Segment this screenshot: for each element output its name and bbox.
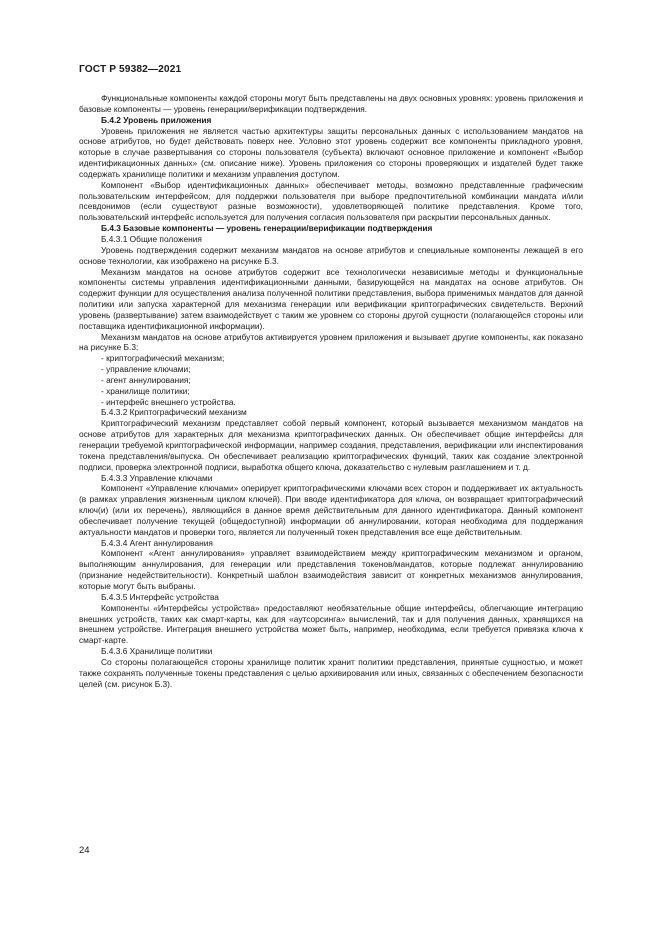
list-item: - интерфейс внешнего устройства.: [101, 396, 236, 407]
heading-b4-3-3: Б.4.3.3 Управление ключами: [101, 472, 213, 483]
list-item: - хранилище политики;: [101, 385, 190, 396]
paragraph-b4-2-2: Компонент «Выбор идентификационных данных» обеспечивает методы, возможно представленные графическим пользовательским интерфейсом, для поддержки пользователя при выборе предпочтительной комбинации мандата и/или псевдонимов (если существуют разные возможности), удовлетворяющей политике представления. Кроме того, пользовательский интерфейс используется для получения согласия пользователя при раскрытии персональных данных.: [79, 179, 583, 223]
paragraph-b4-3-4: Компонент «Агент аннулирования» управляет взаимодействием между криптографическим механизмом и органом, выполняющим аннулирования, для генерации или представления токенов/мандатов, которые подлежат аннулированию (признание недействительности). Конкретный шаблон взаимодействия зависит от конкретных механизмов аннулирования, которые могут быть выбраны.: [79, 548, 583, 591]
paragraph-b4-3-1-1: Уровень подтверждения содержит механизм мандатов на основе атрибутов и специальные компоненты лежащей в его основе технологии, как изображено на рисунке Б.3.: [79, 244, 583, 266]
paragraph-b4-3-5: Компоненты «Интерфейсы устройства» предоставляют необязательные общие интерфейсы, облегчающие интеграцию внешних устройств, таких как смарт-карты, как для «аутсорсинга» вычислений, так и для получения данных, хранящихся на внешнем устройстве. Интеграция внешнего устройства может быть, например, необходима, если требуется привязка ключа к смарт-карте.: [79, 602, 583, 646]
heading-b4-3-2: Б.4.3.2 Криптографический механизм: [101, 407, 247, 418]
document-header: ГОСТ Р 59382—2021: [79, 64, 182, 75]
list-item: - криптографический механизм;: [101, 353, 225, 364]
heading-b4-2: Б.4.2 Уровень приложения: [101, 114, 212, 125]
page-number: 24: [79, 845, 90, 856]
list-item: - управление ключами;: [101, 364, 191, 375]
heading-b4-3-6: Б.4.3.6 Хранилище политики: [101, 646, 213, 657]
heading-b4-3-4: Б.4.3.4 Агент аннулирования: [101, 537, 213, 548]
paragraph-b4-3-1-3: Механизм мандатов на основе атрибутов активируется уровнем приложения и вызывает другие компоненты, как показано на рисунке Б.3:: [79, 331, 583, 353]
heading-b4-3-5: Б.4.3.5 Интерфейс устройства: [101, 591, 219, 602]
heading-b4-3-1: Б.4.3.1 Общие положения: [101, 233, 202, 244]
components-list: [79, 353, 583, 407]
paragraph-b4-3-1-2: Механизм мандатов на основе атрибутов содержит все технологически независимые методы и функциональные компоненты системы управления идентификационными данными, базирующейся на мандатах на основе атрибутов. Он содержит функции для осуществления анализа полученной политики представления, выбора применимых мандатов для данной политики или запуска характерной для механизма генерации или верификации криптографических свидетельств. Верхний уровень (развертывание) затем взаимодействует с таким же уровнем со стороны другой сущности (полагающейся стороны или поставщика идентификационной информации).: [79, 266, 583, 331]
page-content: [79, 93, 583, 689]
paragraph-b4-2-1: Уровень приложения не является частью архитектуры защиты персональных данных с использованием мандатов на основе атрибутов, но будет действовать поверх нее. Условно этот уровень содержит все компоненты прикладного уровня, которые в случае развертывания со стороны пользователя (субъекта) включают основное приложение и компонент «Выбор идентификационных данных» (см. описание ниже). Уровень приложения со стороны проверяющих и издателей будет также содержать хранилище политики и механизм управления доступом.: [79, 125, 583, 179]
heading-b4-3: Б.4.3 Базовые компоненты — уровень генерации/верификации подтверждения: [101, 223, 433, 234]
paragraph-b4-3-6: Со стороны полагающейся стороны хранилище политик хранит политики представления, принятые сущностью, и может также сохранять полученные токены представления с целью архивирования или иных, связанных с обеспечением безопасности целей (см. рисунок Б.3).: [79, 656, 583, 689]
list-item: - агент аннулирования;: [101, 374, 191, 385]
paragraph-b4-3-2: Криптографический механизм представляет собой первый компонент, который вызывается механизмом мандатов на основе атрибутов для характерных для механизма криптографических данных. Он обеспечивает общие интерфейсы для генерации требуемой криптографической информации, например создания, представления, верификации или инспектирования токена представления/выпуска. Он обеспечивает реализацию криптографических функций, таких как создание электронной подписи, проверка электронной подписи, выработка общего ключа, доказательство с нулевым разглашением и т. д.: [79, 418, 583, 472]
paragraph-intro: Функциональные компоненты каждой стороны могут быть представлены на двух основных уровнях: уровень приложения и базовые компоненты — уровень генерации/верификации подтверждения.: [79, 93, 583, 114]
paragraph-b4-3-3: Компонент «Управление ключами» оперирует криптографическими ключами всех сторон и поддерживает их актуальность (в рамках управления жизненным циклом ключей). При вводе идентификатора для ключа, он возвращает криптографический ключ(и) (или их перечень), являющийся в данное время действительным для данного идентификатора. Данный компонент обеспечивает получение текущей (общедоступной) информации об аннулировании, которая необходима для поддержания актуальности мандатов и проверки того, является ли полученный токен представления все еще действительным.: [79, 483, 583, 537]
